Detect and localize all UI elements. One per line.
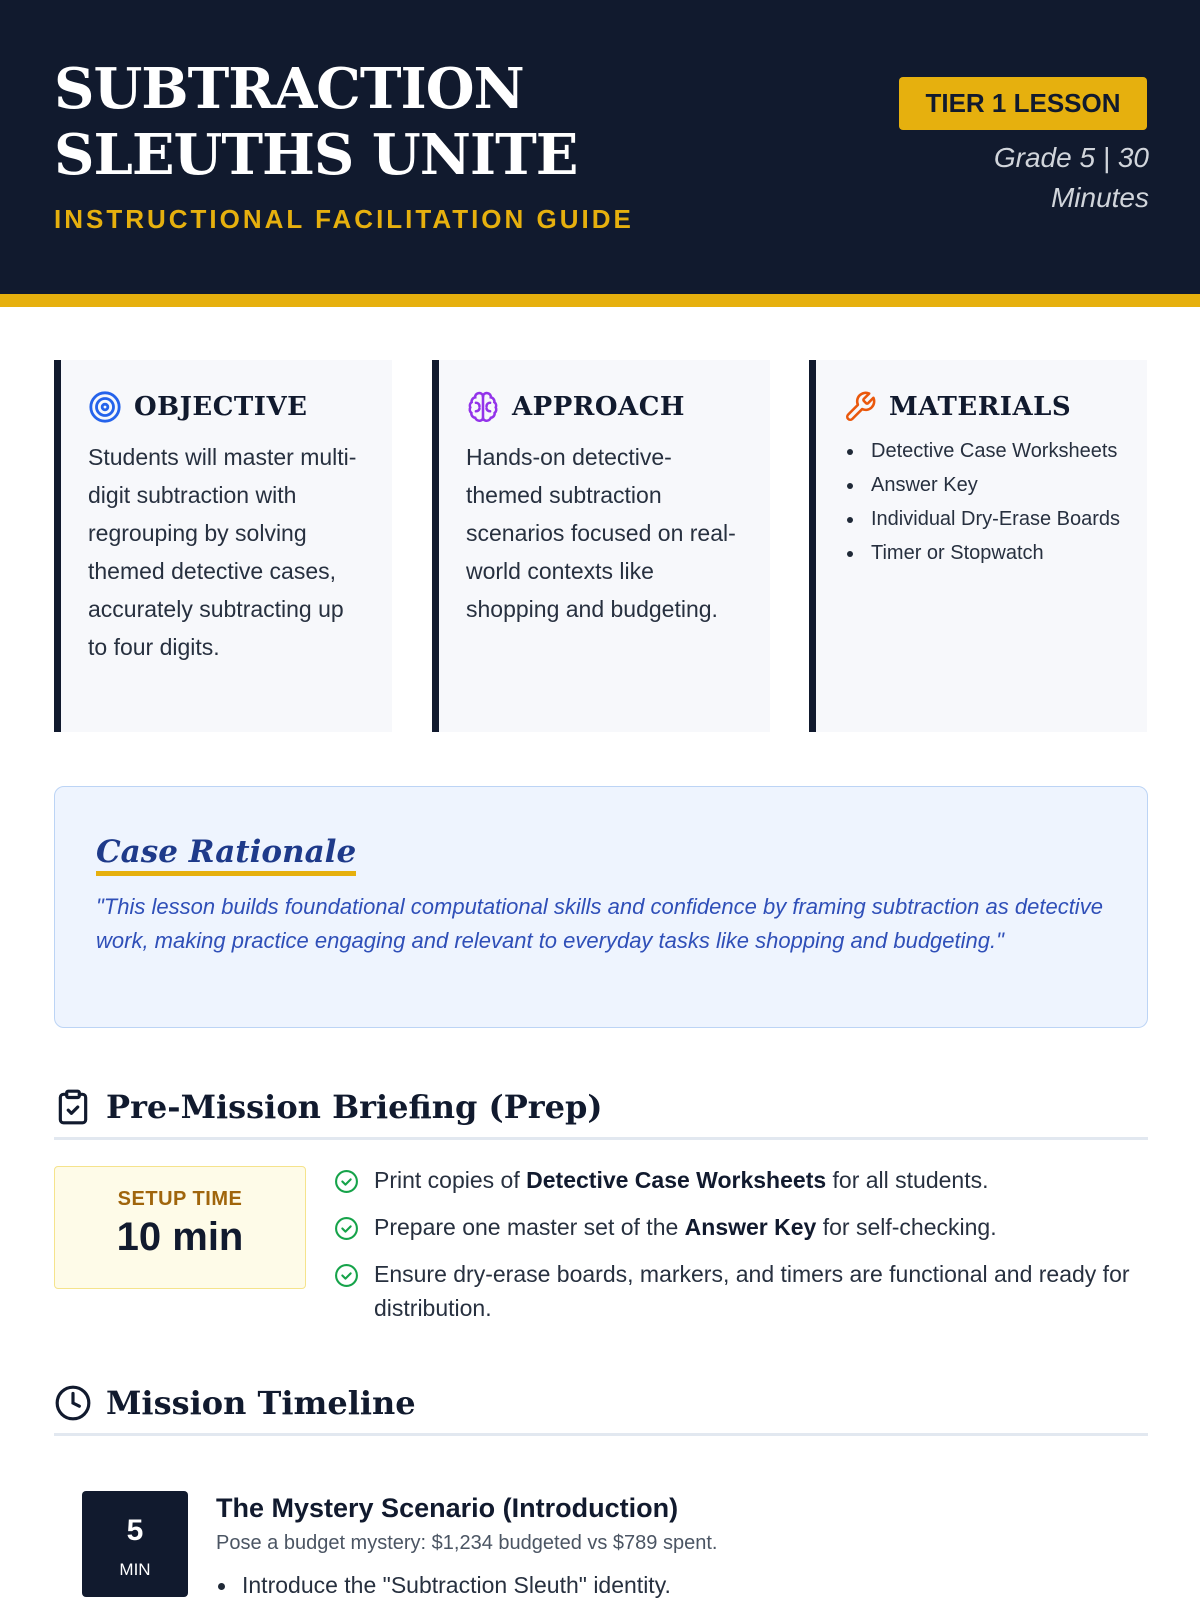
step-title: The Mystery Scenario (Introduction)	[216, 1493, 679, 1523]
materials-item: Answer Key	[843, 472, 1121, 499]
header-banner	[0, 0, 1200, 294]
step-minutes-unit: MIN	[119, 1560, 151, 1579]
step-description: Pose a budget mystery: $1,234 budgeted vs $789 spent.	[216, 1532, 718, 1554]
prep-item	[334, 1257, 1134, 1325]
step-duration-badge	[82, 1491, 188, 1597]
materials-list	[843, 438, 1121, 567]
objective-text: Students will master multi-digit subtraction with regrouping by solving themed detective cases, accurately subtracting up to four digits.	[88, 444, 357, 660]
rationale-quote: "This lesson builds foundational computational skills and confidence by framing subtraction as detective work, making practice engaging and relevant to everyday tasks like shopping and budgeting."	[96, 894, 1103, 953]
objective-card	[54, 360, 392, 732]
prep-item	[334, 1210, 1134, 1244]
approach-text: Hands-on detective-themed subtraction scenarios focused on real-world contexts like shopping and budgeting.	[466, 444, 736, 622]
approach-title: APPROACH	[512, 392, 685, 422]
setup-time-box	[54, 1166, 306, 1289]
clock-icon	[54, 1384, 92, 1422]
materials-item: Individual Dry-Erase Boards	[843, 506, 1121, 533]
prep-item-text: Ensure dry-erase boards, markers, and timers are functional and ready for distribution.	[374, 1261, 1130, 1321]
prep-item-text: Print copies of	[374, 1167, 527, 1193]
objective-title: OBJECTIVE	[134, 392, 308, 422]
materials-item: Detective Case Worksheets	[843, 438, 1121, 465]
page-subtitle: INSTRUCTIONAL FACILITATION GUIDE	[54, 204, 634, 234]
approach-card	[432, 360, 770, 732]
check-circle-icon	[334, 1216, 359, 1241]
prep-checklist	[334, 1163, 1134, 1338]
materials-item: Timer or Stopwatch	[843, 540, 1121, 567]
page-title: SUBTRACTION SLEUTHS UNITE	[54, 56, 578, 188]
step-bullet: Introduce the "Subtraction Sleuth" identity.	[216, 1569, 671, 1600]
check-circle-icon	[334, 1169, 359, 1194]
setup-time-value: 10 min	[116, 1215, 244, 1259]
setup-time-label: SETUP TIME	[117, 1188, 243, 1210]
timeline-section-title: Mission Timeline	[106, 1383, 416, 1422]
prep-item-text: Prepare one master set of the	[374, 1214, 685, 1240]
case-rationale-box	[54, 786, 1148, 1028]
prep-section-title: Pre-Mission Briefing (Prep)	[106, 1087, 603, 1126]
prep-item-text: for self-checking.	[816, 1214, 997, 1240]
target-icon	[88, 390, 122, 424]
prep-item-emphasis: Detective Case Worksheets	[526, 1167, 827, 1193]
prep-item-emphasis: Answer Key	[684, 1214, 817, 1240]
step-minutes: 5	[126, 1514, 144, 1547]
materials-title: MATERIALS	[889, 392, 1072, 422]
clipboard-check-icon	[54, 1088, 92, 1126]
materials-card	[809, 360, 1147, 732]
timeline-section-header	[54, 1372, 1148, 1436]
rationale-title: Case Rationale	[96, 835, 356, 876]
wrench-icon	[843, 390, 877, 424]
tier-badge: TIER 1 LESSON	[899, 77, 1147, 130]
prep-item	[334, 1163, 1134, 1197]
grade-duration-info: Grade 5 | 30 Minutes	[993, 142, 1149, 213]
check-circle-icon	[334, 1263, 359, 1288]
brain-icon	[466, 390, 500, 424]
header-divider	[0, 294, 1200, 307]
step-bullet-list	[216, 1569, 671, 1600]
prep-item-text: for all students.	[826, 1167, 989, 1193]
prep-section-header	[54, 1076, 1148, 1140]
